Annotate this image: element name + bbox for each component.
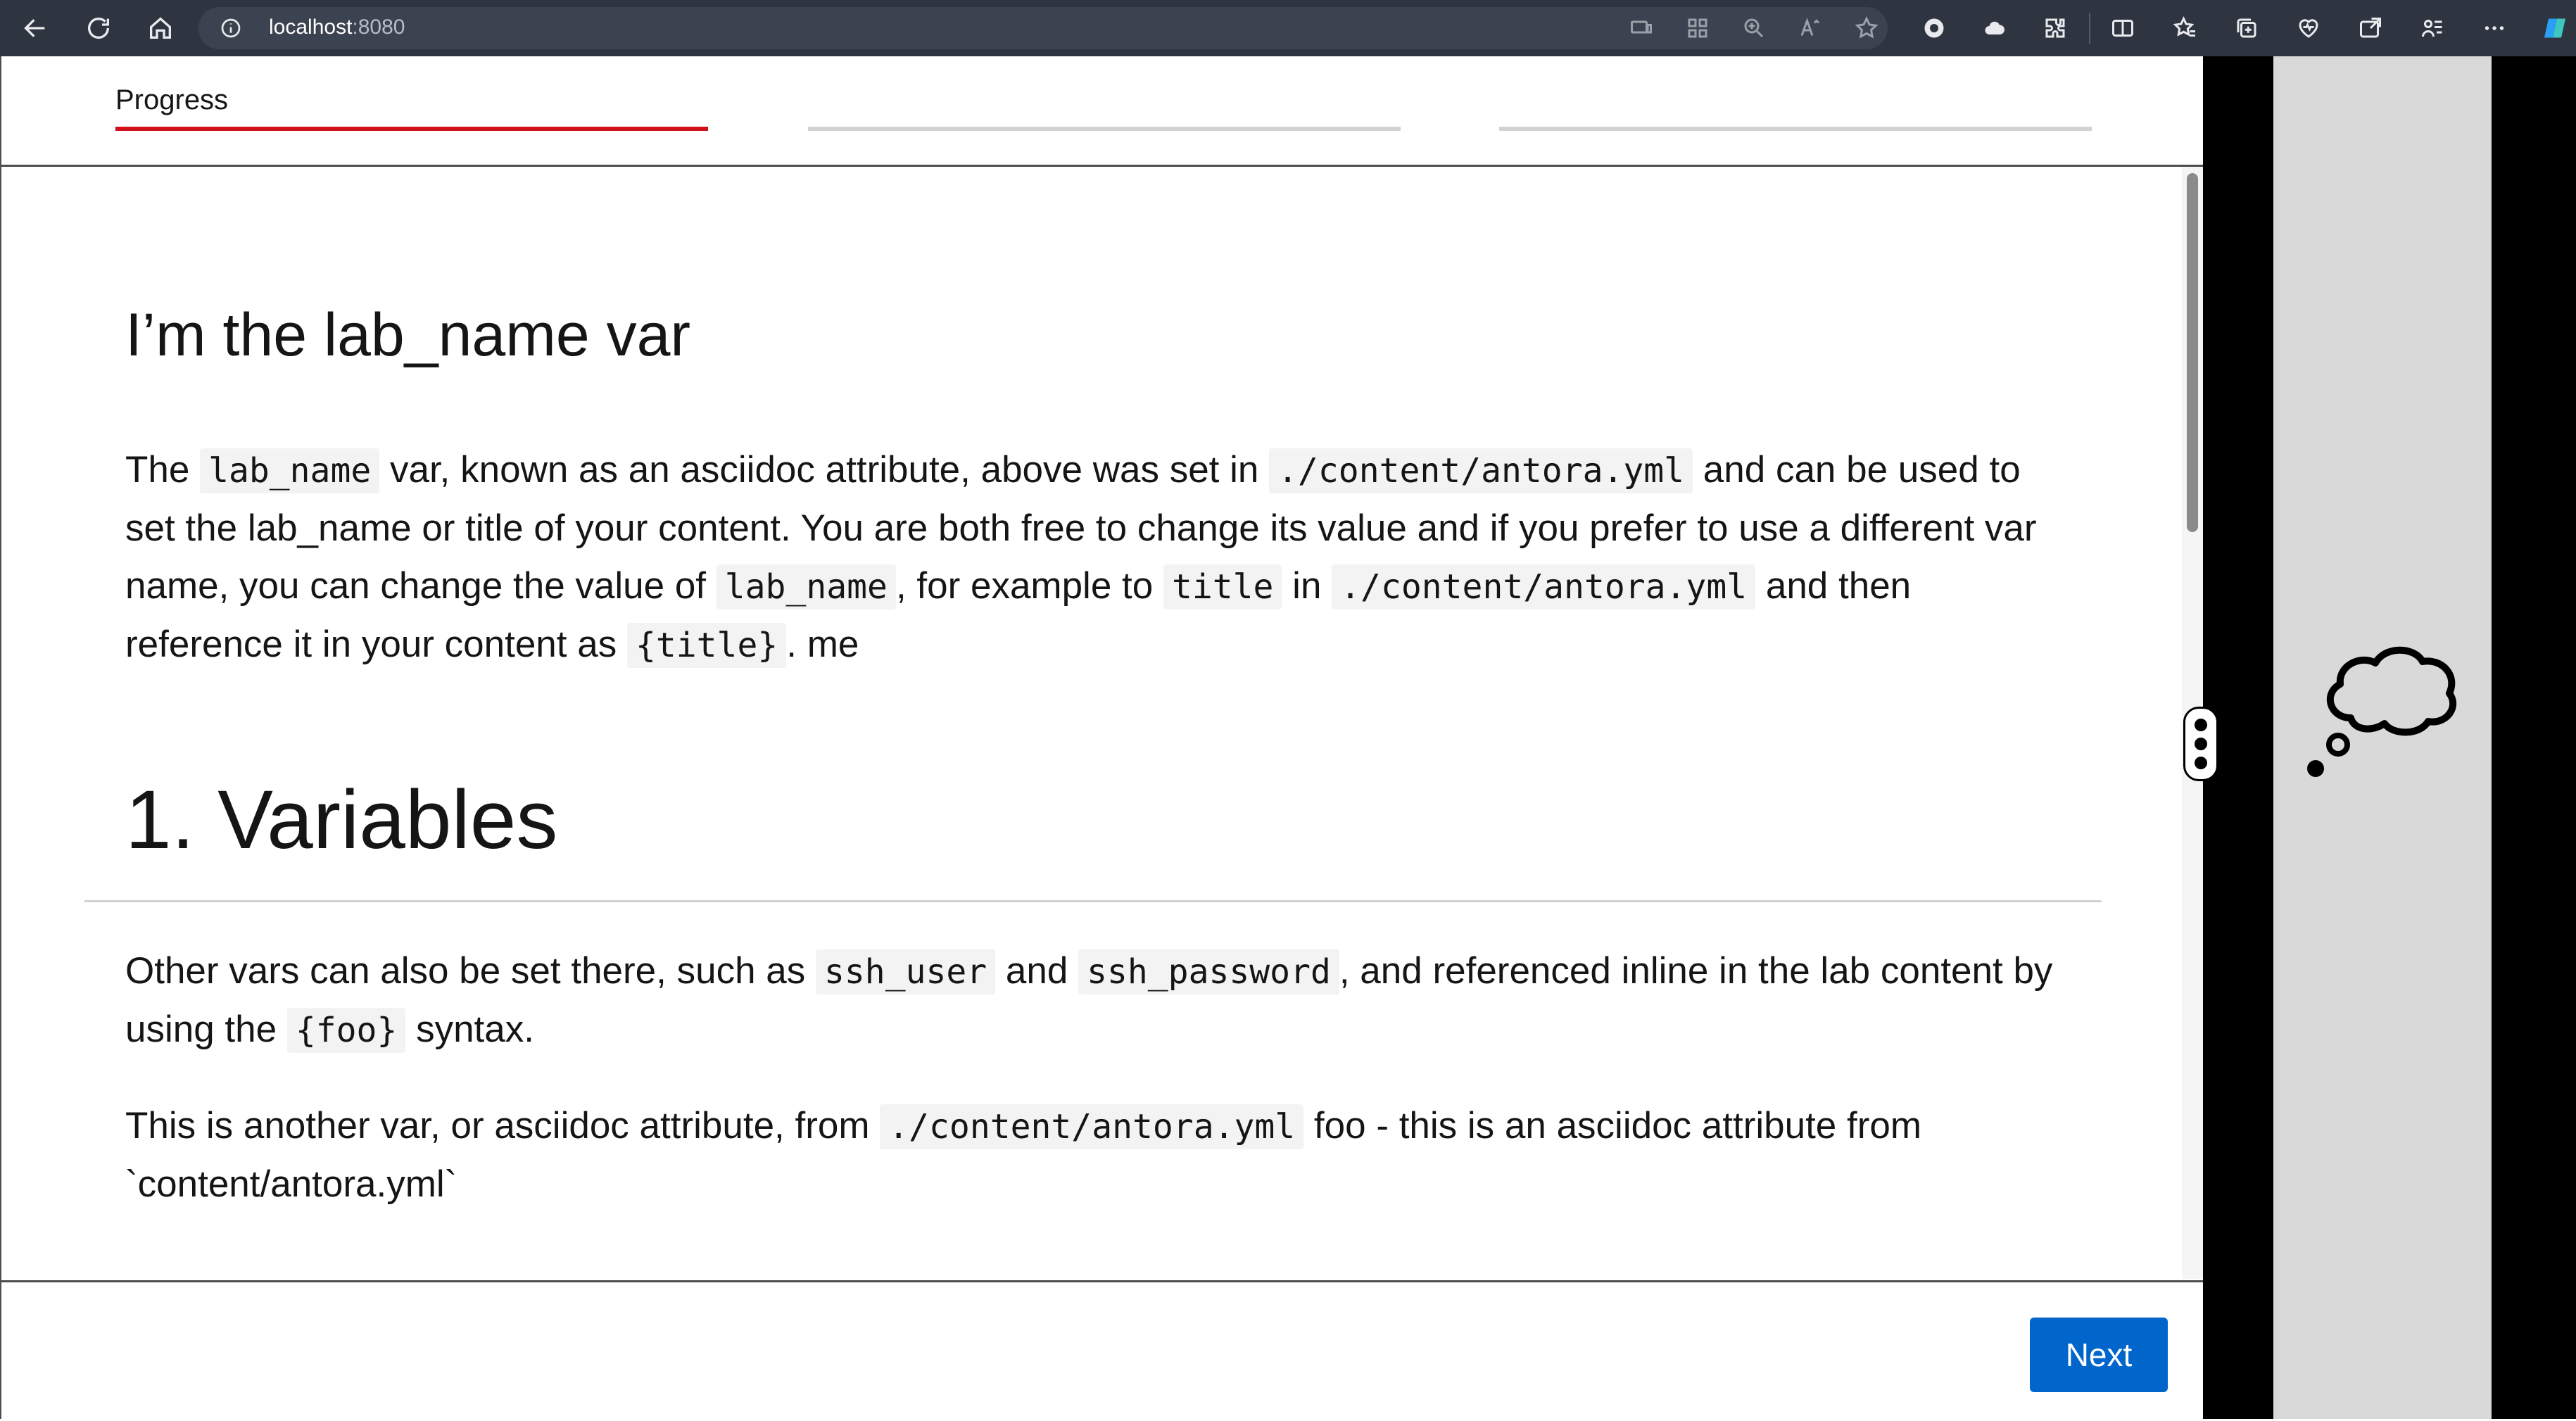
split-screen-icon[interactable] (2109, 14, 2137, 42)
progress-step-3[interactable] (1499, 127, 2092, 131)
next-button[interactable]: Next (2030, 1318, 2168, 1392)
favorites-icon[interactable] (2171, 14, 2199, 42)
attr-text-1: This is another var, or asciidoc attribute, from (125, 1105, 880, 1147)
vars-text-1: Other vars can also be set there, such as (125, 950, 816, 992)
intro-code-antora-path-2: ./content/antora.yml (1332, 564, 1755, 610)
progress-label: Progress (115, 84, 229, 115)
vars-code-foo: {foo} (287, 1008, 406, 1053)
vars-text-4: syntax. (405, 1009, 534, 1050)
intro-code-lab-name-2: lab_name (716, 564, 896, 610)
intro-text-7: . me (786, 624, 859, 665)
info-icon[interactable] (220, 17, 242, 39)
section-divider (84, 900, 2102, 902)
browser-essentials-icon[interactable] (2418, 14, 2446, 42)
collections-icon[interactable] (2233, 14, 2261, 42)
handle-dot (2195, 757, 2207, 769)
attr-text-2: foo - this is an asciidoc attribute from `content/antora.yml` (125, 1105, 1921, 1205)
refresh-icon[interactable] (82, 11, 115, 45)
intro-text-2: var, known as an asciidoc attribute, above was set in (379, 449, 1270, 491)
panel-divider-right (2492, 56, 2576, 1419)
read-aloud-icon[interactable] (1796, 14, 1824, 42)
favorite-star-icon[interactable] (1852, 14, 1881, 42)
progress-step-1[interactable] (115, 127, 708, 131)
back-icon[interactable] (18, 11, 52, 45)
copilot-icon[interactable] (2541, 14, 2569, 42)
share-icon[interactable] (2356, 14, 2385, 42)
attribute-paragraph (125, 1097, 2068, 1213)
scrollbar-thumb[interactable] (2187, 173, 2198, 532)
url-host: localhost (269, 15, 353, 39)
vars-text-2: and (995, 950, 1079, 992)
section-title-variables: 1. Variables (125, 773, 558, 866)
lab-page (0, 56, 2203, 1419)
split-resize-handle[interactable] (2183, 707, 2218, 781)
vars-code-ssh-password: ssh_password (1078, 949, 1339, 994)
handle-dot (2195, 738, 2207, 750)
lab-title: I’m the lab_name var (125, 301, 691, 369)
intro-code-title: title (1163, 564, 1282, 610)
variables-paragraph (125, 942, 2068, 1059)
intro-text-1: The (125, 449, 201, 491)
toolbar-divider (2089, 13, 2090, 44)
extensions-icon[interactable] (2041, 14, 2069, 42)
intro-paragraph (125, 441, 2068, 674)
intro-text-6: and then reference it in your content as (125, 565, 1912, 665)
progress-step-2[interactable] (808, 127, 1401, 131)
address-bar[interactable] (198, 7, 1888, 49)
intro-text-5: in (1282, 565, 1332, 607)
attr-code-antora-path: ./content/antora.yml (880, 1104, 1303, 1149)
zoom-icon[interactable] (1740, 14, 1768, 42)
intro-text-3: and can be used to set the lab_name or title of your content. You are both free to change its value and if you prefer to use a different var name, you can change the value of (125, 449, 2037, 607)
browser-toolbar (0, 0, 2576, 56)
lab-content (1, 167, 2180, 1279)
apps-icon[interactable] (1684, 14, 1712, 42)
intro-code-title-ref: {title} (627, 623, 786, 668)
vars-text-3: , and referenced inline in the lab content by using the (125, 950, 2053, 1050)
profile-extension-icon[interactable] (1920, 14, 1948, 42)
thought-bubble-icon (2302, 619, 2470, 788)
handle-dot (2195, 719, 2207, 731)
more-options-icon[interactable] (2480, 14, 2508, 42)
progress-header (1, 56, 2203, 167)
intro-code-antora-path: ./content/antora.yml (1269, 448, 1693, 493)
performance-icon[interactable] (2294, 14, 2323, 42)
cast-icon[interactable] (1627, 14, 1655, 42)
intro-code-lab-name: lab_name (200, 448, 379, 493)
url-text[interactable] (269, 15, 405, 39)
cloud-icon[interactable] (1981, 14, 2009, 42)
vars-code-ssh-user: ssh_user (816, 949, 995, 994)
home-icon[interactable] (144, 11, 177, 45)
navigation-footer (1, 1280, 2203, 1421)
url-port: :8080 (352, 15, 405, 39)
intro-text-4: , for example to (895, 565, 1163, 607)
